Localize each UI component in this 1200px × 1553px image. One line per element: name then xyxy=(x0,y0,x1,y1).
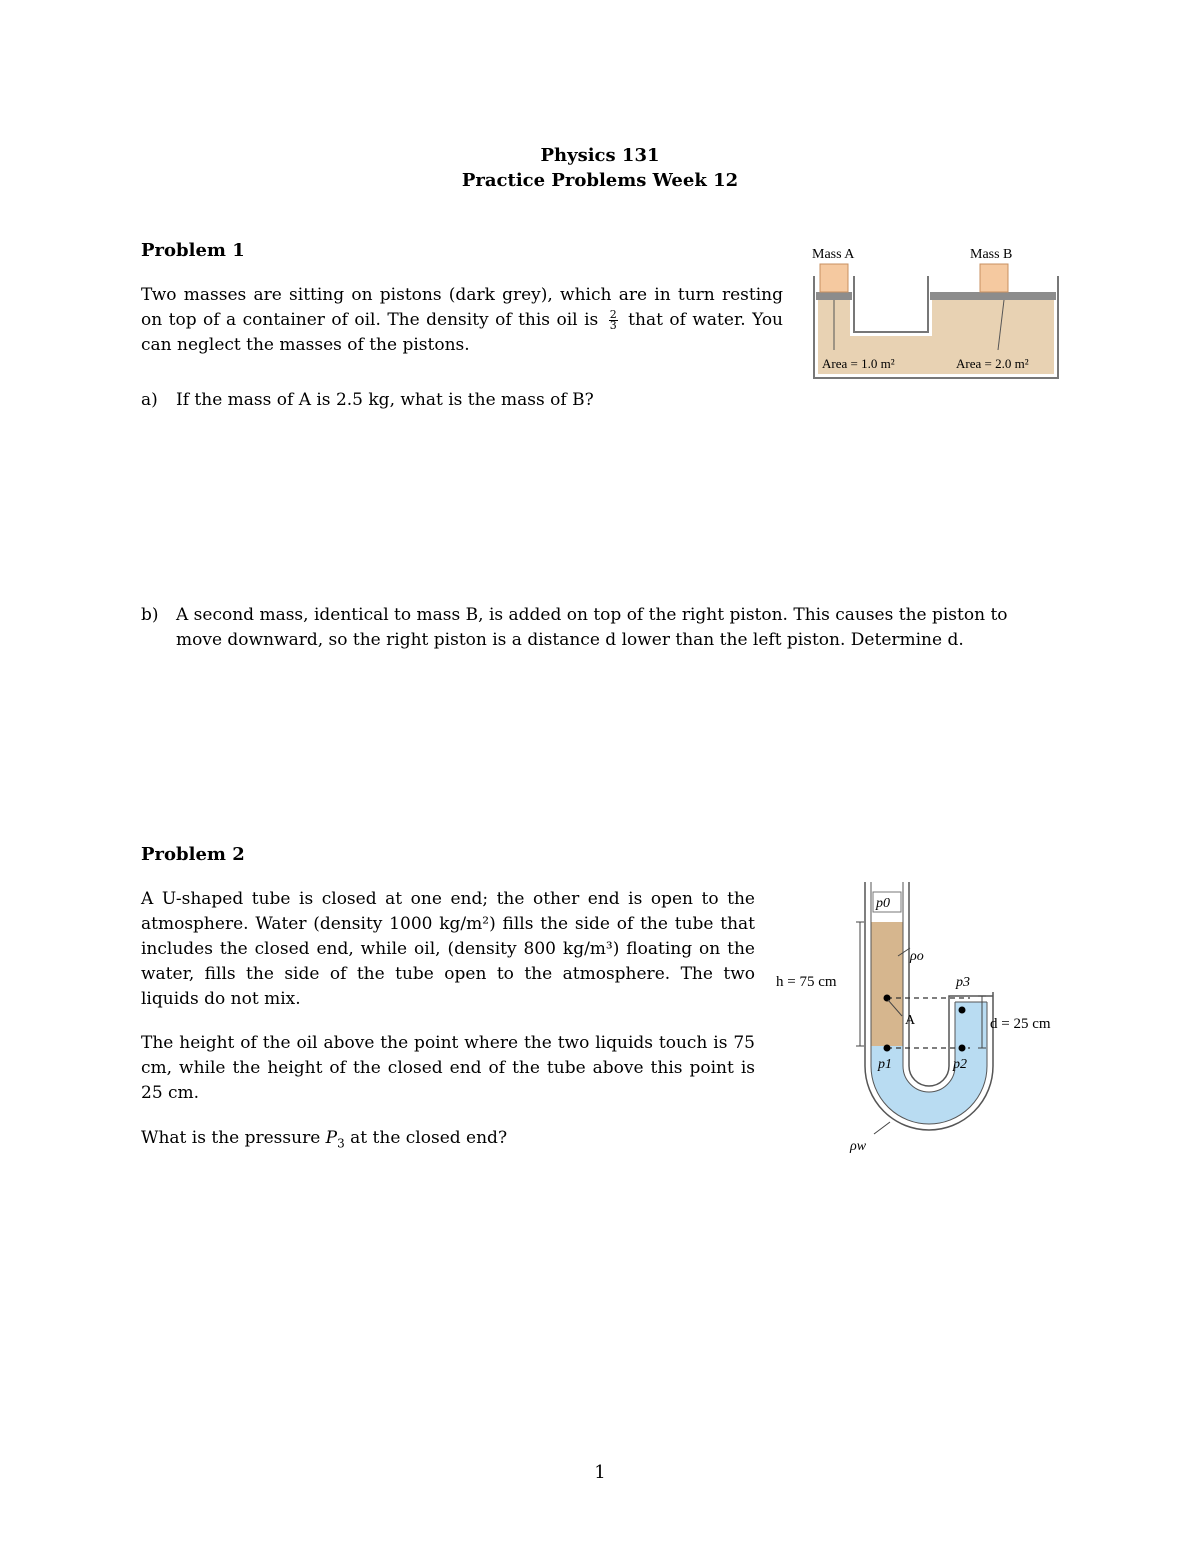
point-a-dot xyxy=(884,995,891,1002)
fraction-denominator: 3 xyxy=(609,319,617,332)
question-text-part1: What is the pressure xyxy=(141,1128,326,1148)
problem2-heading: Problem 2 xyxy=(141,844,245,865)
problem1-intro-part1: Two masses are sitting on pistons (dark grey), which are in turn resting on top of a container of oil. The density of this oil is xyxy=(141,285,783,330)
problem1-intro xyxy=(141,283,783,358)
problem2-para2: The height of the oil above the point where the two liquids touch is 75 cm, while the height of the closed end of the tube above this point is 25 cm. xyxy=(141,1033,755,1103)
problem2-question xyxy=(141,1126,507,1156)
p1-dot xyxy=(884,1045,891,1052)
document-title: Physics 131 xyxy=(540,145,660,166)
right-piston xyxy=(930,292,1056,300)
mass-b-label: Mass B xyxy=(970,247,1013,262)
problem1-part-a-text: If the mass of A is 2.5 kg, what is the mass of B? xyxy=(176,390,594,410)
problem1-intro-part2: that of water. You can neglect the masses of the pistons. xyxy=(141,310,784,355)
problem1-part-b-label: b) xyxy=(141,605,159,625)
mass-a-label: Mass A xyxy=(812,247,855,262)
question-variable: P xyxy=(325,1128,338,1148)
area-right-label: Area = 2.0 m² xyxy=(956,356,1029,371)
question-subscript: 3 xyxy=(337,1136,345,1151)
piston-figure xyxy=(808,240,1060,390)
problem2-para1: A U-shaped tube is closed at one end; the other end is open to the atmosphere. Water (density 1000 kg/m²) fills the side of the tube that includes the closed end, while oil, (density 800 kg/m³) floating on the water, fills the side of the tube open to the atmosphere. The two liquids do not mix. xyxy=(141,889,755,1009)
p1-label: p1 xyxy=(878,1057,892,1072)
p3-label: p3 xyxy=(956,975,970,990)
p2-dot xyxy=(959,1045,966,1052)
mass-b-block xyxy=(980,264,1008,292)
u-tube-figure xyxy=(770,876,1080,1176)
oil-fill-column xyxy=(871,922,903,1046)
rho-o-label: ρo xyxy=(910,949,924,964)
p0-label: p0 xyxy=(876,896,890,911)
d-label: d = 25 cm xyxy=(990,1016,1051,1032)
document-subtitle: Practice Problems Week 12 xyxy=(461,170,739,191)
p3-dot xyxy=(959,1007,966,1014)
h-label: h = 75 cm xyxy=(776,974,837,990)
page-number: 1 xyxy=(594,1462,606,1483)
problem1-part-b-text: A second mass, identical to mass B, is added on top of the right piston. This causes the piston to move downward, so the right piston is a distance d lower than the left piston. Determine d. xyxy=(176,605,1008,650)
area-left-label: Area = 1.0 m² xyxy=(822,356,895,371)
left-piston xyxy=(816,292,852,300)
density-fraction xyxy=(609,310,618,331)
tube-inner-wall-right xyxy=(903,882,955,1092)
container-divider xyxy=(854,276,928,332)
problem1-part-a-label: a) xyxy=(141,390,158,410)
rho-w-label: ρw xyxy=(850,1139,867,1154)
rho-w-leader xyxy=(874,1122,890,1134)
problem1-heading: Problem 1 xyxy=(141,240,245,261)
p2-label: p2 xyxy=(953,1057,967,1072)
fraction-numerator: 2 xyxy=(609,308,617,321)
point-a-label: A xyxy=(905,1013,916,1028)
question-text-part2: at the closed end? xyxy=(344,1128,508,1148)
mass-a-block xyxy=(820,264,848,292)
